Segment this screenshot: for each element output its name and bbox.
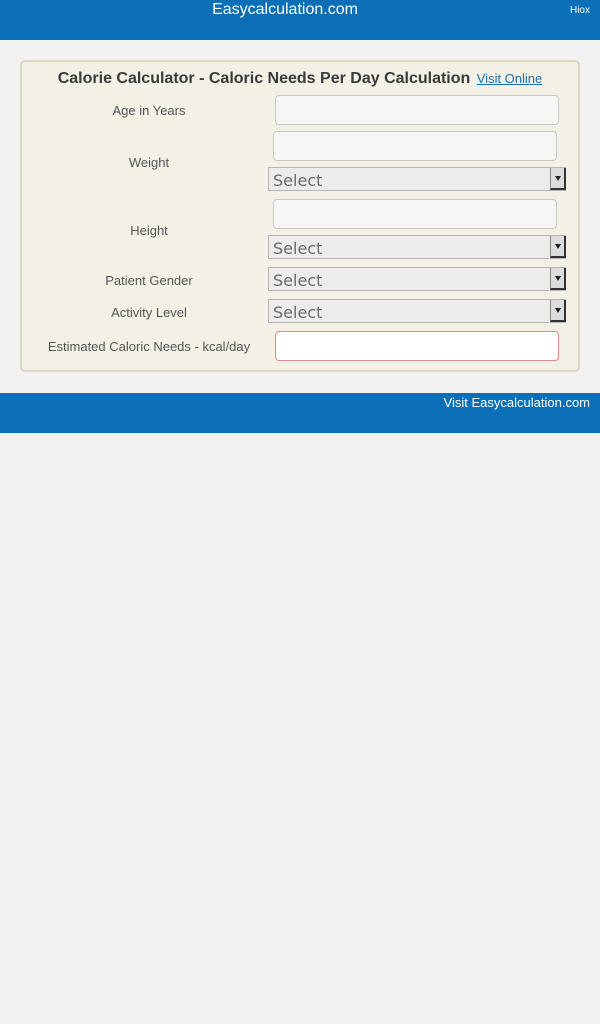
visit-online-link[interactable]: Visit Online xyxy=(476,71,543,86)
hiox-link[interactable]: Hiox xyxy=(569,5,590,16)
chevron-down-icon xyxy=(555,176,561,181)
result-output[interactable] xyxy=(275,331,559,361)
gender-value: Select xyxy=(273,271,323,290)
chevron-down-icon xyxy=(555,308,561,313)
gender-select[interactable] xyxy=(268,267,566,291)
chevron-down-icon xyxy=(555,276,561,281)
footer-bar xyxy=(0,393,600,433)
top-header-bar xyxy=(0,0,600,40)
activity-dropdown-button[interactable] xyxy=(550,300,566,322)
weight-unit-value: Select xyxy=(273,171,323,190)
height-unit-dropdown-button[interactable] xyxy=(550,236,566,258)
weight-label: Weight xyxy=(128,155,170,170)
chevron-down-icon xyxy=(555,244,561,249)
age-label: Age in Years xyxy=(112,103,186,118)
activity-label: Activity Level xyxy=(111,305,187,320)
gender-label: Patient Gender xyxy=(105,273,193,288)
height-label: Height xyxy=(130,223,168,238)
calculator-title-text: Calorie Calculator - Caloric Needs Per Day Calculation xyxy=(57,70,471,87)
height-unit-value: Select xyxy=(273,239,323,258)
activity-select[interactable] xyxy=(268,299,566,323)
weight-unit-select[interactable] xyxy=(268,167,566,191)
site-title[interactable]: Easycalculation.com xyxy=(212,1,358,18)
visit-easycalculation-link[interactable]: Visit Easycalculation.com xyxy=(443,395,590,410)
calculator-title xyxy=(22,70,578,88)
activity-value: Select xyxy=(273,303,323,322)
age-input[interactable] xyxy=(275,95,559,125)
gender-dropdown-button[interactable] xyxy=(550,268,566,290)
height-unit-select[interactable] xyxy=(268,235,566,259)
result-label: Estimated Caloric Needs - kcal/day xyxy=(47,339,251,354)
weight-unit-dropdown-button[interactable] xyxy=(550,168,566,190)
calculator-card xyxy=(20,60,580,372)
weight-input[interactable] xyxy=(273,131,557,161)
height-input[interactable] xyxy=(273,199,557,229)
